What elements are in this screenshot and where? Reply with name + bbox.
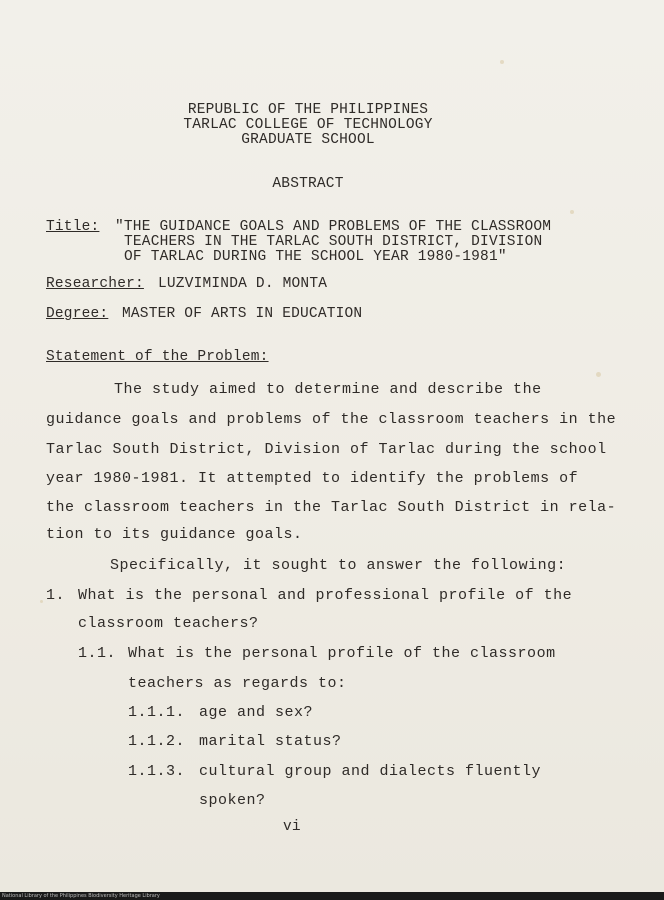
paragraph-line: The study aimed to determine and describe the bbox=[114, 381, 542, 398]
title-label: Title: bbox=[46, 219, 100, 235]
question-text: cultural group and dialects fluently bbox=[199, 763, 542, 780]
statement-heading: Statement of the Problem: bbox=[46, 349, 269, 365]
paper-stain bbox=[570, 210, 574, 214]
title-line: OF TARLAC DURING THE SCHOOL YEAR 1980-1981" bbox=[124, 249, 507, 265]
paragraph-line: Tarlac South District, Division of Tarlac during the school bbox=[46, 441, 607, 458]
paragraph-line: the classroom teachers in the Tarlac South District in rela- bbox=[46, 499, 617, 516]
question-text: What is the personal and professional profile of the bbox=[78, 587, 573, 604]
question-text: classroom teachers? bbox=[78, 615, 259, 632]
question-number: 1. bbox=[46, 587, 66, 604]
paper-stain bbox=[596, 372, 601, 377]
paragraph-line: year 1980-1981. It attempted to identify the problems of bbox=[46, 470, 579, 487]
question-number: 1.1. bbox=[78, 645, 117, 662]
question-number: 1.1.3. bbox=[128, 763, 186, 780]
researcher-name: LUZVIMINDA D. MONTA bbox=[158, 276, 328, 292]
title-line: "THE GUIDANCE GOALS AND PROBLEMS OF THE CLASSROOM bbox=[115, 219, 552, 235]
researcher-label: Researcher: bbox=[46, 276, 144, 292]
header-college: TARLAC COLLEGE OF TECHNOLOGY bbox=[183, 117, 433, 133]
question-text: teachers as regards to: bbox=[128, 675, 347, 692]
title-line: TEACHERS IN THE TARLAC SOUTH DISTRICT, DIVISION bbox=[124, 234, 543, 250]
question-text: age and sex? bbox=[199, 704, 314, 721]
specifically-line: Specifically, it sought to answer the following: bbox=[110, 557, 567, 574]
question-text: marital status? bbox=[199, 733, 342, 750]
question-number: 1.1.1. bbox=[128, 704, 186, 721]
scan-footer: National Library of the Philippines Biodiversity Heritage Library bbox=[2, 893, 160, 899]
paper-stain bbox=[500, 60, 504, 64]
question-text: What is the personal profile of the classroom bbox=[128, 645, 556, 662]
degree-label: Degree: bbox=[46, 306, 109, 322]
page-number: vi bbox=[283, 819, 301, 835]
header-republic: REPUBLIC OF THE PHILIPPINES bbox=[187, 102, 429, 118]
paragraph-line: guidance goals and problems of the classroom teachers in the bbox=[46, 411, 617, 428]
paper-stain bbox=[40, 600, 43, 603]
header-school: GRADUATE SCHOOL bbox=[241, 132, 375, 148]
abstract-heading: ABSTRACT bbox=[272, 176, 344, 192]
question-text: spoken? bbox=[199, 792, 266, 809]
paragraph-line: tion to its guidance goals. bbox=[46, 526, 303, 543]
question-number: 1.1.2. bbox=[128, 733, 186, 750]
degree-value: MASTER OF ARTS IN EDUCATION bbox=[122, 306, 363, 322]
